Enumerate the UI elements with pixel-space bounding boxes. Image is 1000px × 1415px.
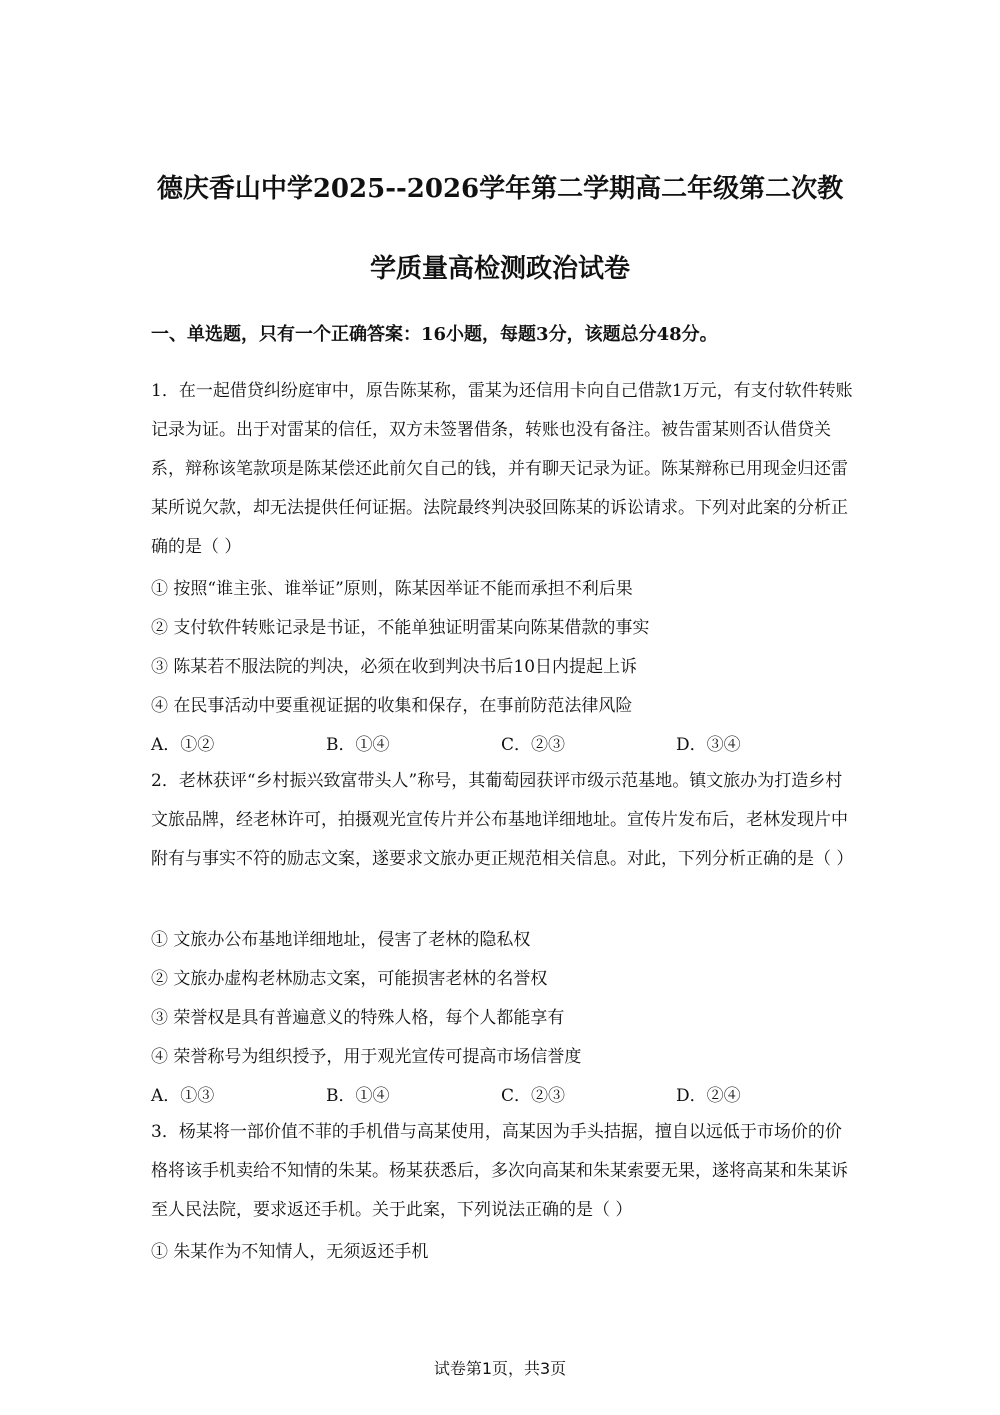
- question-2-stem: [151, 762, 857, 879]
- choice-b: B．①④: [326, 735, 390, 755]
- question-2-option-3: ③ 荣誉权是具有普遍意义的特殊人格，每个人都能享有: [151, 1008, 565, 1028]
- question-1-option-1: ① 按照“谁主张、谁举证”原则，陈某因举证不能而承担不利后果: [151, 579, 633, 599]
- question-1-stem: [151, 372, 857, 567]
- question-3-option-1: ① 朱某作为不知情人，无须返还手机: [151, 1242, 429, 1262]
- question-3-stem: [151, 1113, 857, 1230]
- choice-a: A．①③: [151, 1086, 215, 1106]
- question-2-option-4: ④ 荣誉称号为组织授予，用于观光宣传可提高市场信誉度: [151, 1047, 582, 1067]
- choice-b: B．①④: [326, 1086, 390, 1106]
- exam-title-line1: 德庆香山中学2025--2026学年第二学期高二年级第二次教: [156, 174, 844, 204]
- exam-title-line2: 学质量高检测政治试卷: [369, 254, 630, 284]
- page-footer: 试卷第1页，共3页: [433, 1359, 567, 1378]
- question-1-option-2: ② 支付软件转账记录是书证，不能单独证明雷某向陈某借款的事实: [151, 618, 650, 638]
- question-stem-text: 2．老林获评“乡村振兴致富带头人”称号，其葡萄园获评市级示范基地。镇文旅办为打造乡村文旅品牌，经老林许可，拍摄观光宣传片并公布基地详细地址。宣传片发布后，老林发现片中附有与事实不符的励志文案，遂要求文旅办更正规范相关信息。对此，下列分析正确的是（ ）: [151, 771, 854, 869]
- choice-c: C．②③: [501, 1086, 566, 1106]
- choice-d: D．②④: [676, 1086, 741, 1106]
- section-heading: 一、单选题，只有一个正确答案：16小题，每题3分，该题总分48分。: [151, 324, 718, 345]
- choice-c: C．②③: [501, 735, 566, 755]
- question-1-option-3: ③ 陈某若不服法院的判决，必须在收到判决书后10日内提起上诉: [151, 657, 638, 677]
- choice-a: A．①②: [151, 735, 215, 755]
- question-2-option-1: ① 文旅办公布基地详细地址，侵害了老林的隐私权: [151, 930, 531, 950]
- question-stem-text: 3．杨某将一部价值不菲的手机借与高某使用，高某因为手头拮据，擅自以远低于市场价的价格将该手机卖给不知情的朱某。杨某获悉后，多次向高某和朱某索要无果，遂将高某和朱某诉至人民法院，要求返还手机。关于此案，下列说法正确的是（ ）: [151, 1122, 848, 1220]
- question-stem-text: 1．在一起借贷纠纷庭审中，原告陈某称，雷某为还信用卡向自己借款1万元，有支付软件转账记录为证。出于对雷某的信任，双方未签署借条，转账也没有备注。被告雷某则否认借贷关系，辩称该笔款项是陈某偿还此前欠自己的钱，并有聊天记录为证。陈某辩称已用现金归还雷某所说欠款，却无法提供任何证据。法院最终判决驳回陈某的诉讼请求。下列对此案的分析正确的是（ ）: [151, 381, 853, 557]
- question-1-choices: [151, 730, 851, 754]
- choice-d: D．③④: [676, 735, 741, 755]
- question-2-choices: [151, 1081, 851, 1105]
- question-2-option-2: ② 文旅办虚构老林励志文案，可能损害老林的名誉权: [151, 969, 548, 989]
- question-1-option-4: ④ 在民事活动中要重视证据的收集和保存，在事前防范法律风险: [151, 696, 633, 716]
